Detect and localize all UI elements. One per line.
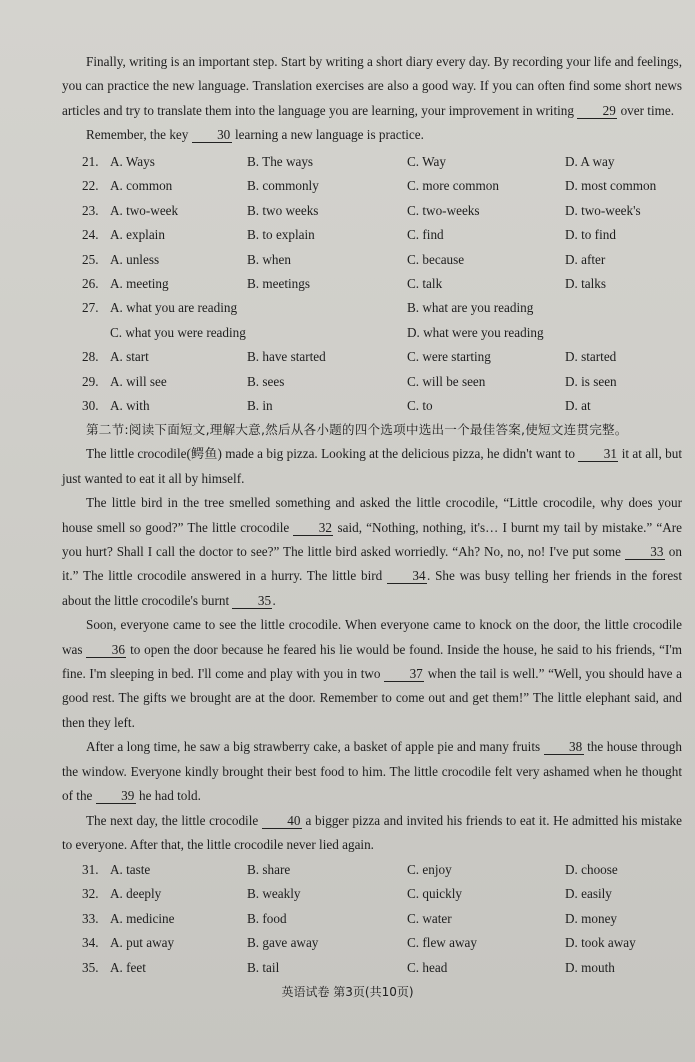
question-number: 34.	[82, 935, 99, 951]
option-c: C. flew away	[407, 935, 477, 951]
option-row	[62, 223, 682, 247]
option-b: B. commonly	[247, 178, 319, 194]
question-number: 23.	[82, 202, 99, 218]
option-c: C. talk	[407, 275, 443, 291]
paragraph-writing: Finally, writing is an important step. Start by writing a short diary every day. By recording your life and feelings, you can practice the new language. Translation exercises are also a good way. If you can often find some short news articles and try to translate them into the language you are learning, your improvement in writing 29 over time.	[62, 54, 682, 118]
option-a: A. start	[110, 349, 149, 365]
option-d: D. after	[565, 251, 606, 267]
question-number: 25.	[82, 251, 99, 267]
blank-34: 34	[387, 568, 427, 584]
option-c: C. water	[407, 910, 452, 926]
blank-29: 29	[577, 103, 617, 119]
option-a: A. two-week	[110, 202, 179, 218]
option-c: C. will be seen	[407, 373, 486, 389]
question-number: 21.	[82, 154, 99, 169]
option-d: D. talks	[565, 275, 607, 291]
option-d: D. two-week's	[565, 202, 641, 218]
story-paragraph-1: The little crocodile(鳄鱼) made a big pizza. Looking at the delicious pizza, he didn't want to 31 it at all, but just wanted to eat it all by himself.	[62, 446, 682, 486]
blank-35: 35	[232, 593, 272, 609]
question-number: 30.	[82, 397, 99, 413]
option-row	[62, 907, 682, 931]
blank-39: 39	[96, 788, 136, 804]
option-c: C. find	[407, 227, 444, 243]
option-c: C. head	[407, 959, 448, 975]
question-number: 33.	[82, 910, 99, 926]
option-c: C. to	[407, 397, 433, 413]
option-d: D. A way	[565, 154, 615, 169]
option-c: C. enjoy	[407, 862, 452, 877]
passage-1	[62, 50, 682, 148]
option-a: A. deeply	[110, 886, 162, 902]
option-a: A. explain	[110, 227, 165, 243]
question-number: 29.	[82, 373, 99, 389]
option-d: D. money	[565, 910, 618, 926]
blank-40: 40	[262, 813, 302, 829]
option-row	[62, 858, 682, 882]
option-b: B. two weeks	[247, 202, 319, 218]
option-a: A. medicine	[110, 910, 175, 926]
blank-37: 37	[384, 666, 424, 682]
option-row	[62, 345, 682, 369]
option-c: C. Way	[407, 154, 446, 169]
paragraph-remember: Remember, the key 30 learning a new language is practice.	[86, 127, 424, 143]
option-a: A. feet	[110, 959, 146, 975]
option-b: B. share	[247, 862, 291, 877]
option-b: B. when	[247, 251, 291, 267]
option-a: A. will see	[110, 373, 167, 389]
option-row	[62, 882, 682, 906]
option-a: A. put away	[110, 935, 175, 951]
option-row	[62, 394, 682, 418]
option-d: D. to find	[565, 227, 616, 243]
option-d: D. started	[565, 349, 617, 365]
option-a: A. taste	[110, 862, 151, 877]
option-row	[62, 150, 682, 174]
question-number: 35.	[82, 959, 99, 975]
option-b: B. tail	[247, 959, 280, 975]
option-b: B. weakly	[247, 886, 301, 902]
option-a: A. with	[110, 397, 150, 413]
question-number: 31.	[82, 862, 99, 877]
option-a: A. common	[110, 178, 173, 194]
option-c: C. quickly	[407, 886, 462, 902]
option-row	[62, 370, 682, 394]
option-d: D. choose	[565, 862, 618, 877]
section-2	[62, 418, 682, 857]
option-row	[62, 931, 682, 955]
option-d: D. is seen	[565, 373, 617, 389]
blank-38: 38	[544, 739, 584, 755]
option-row-27a: 27. A. what you are reading B. what are you reading	[82, 300, 534, 316]
option-b: B. sees	[247, 373, 285, 389]
blank-36: 36	[86, 642, 126, 658]
page-footer: 英语试卷 第3页(共10页)	[281, 985, 414, 999]
option-d: D. mouth	[565, 959, 615, 975]
option-d: D. at	[565, 397, 591, 413]
blank-32: 32	[293, 520, 333, 536]
story-paragraph-2: The little bird in the tree smelled something and asked the little crocodile, “Little crocodile, why does your house smell so good?” The little crocodile 32 said, “Nothing, nothing, it's… I burnt my tail by mistake.” “Are you hurt? Shall I call the doctor to see?” The little bird asked worriedly. “Ah? No, no, no! I've put some 33 on it.” The little crocodile answered in a hurry. The little bird 34. She was busy telling her friends in the forest about the little crocodile's burnt 35.	[62, 495, 682, 608]
option-row	[62, 248, 682, 272]
question-number: 32.	[82, 886, 99, 902]
option-row	[62, 174, 682, 198]
options-21-30	[62, 150, 682, 418]
option-c: C. because	[407, 251, 465, 267]
option-a: A. Ways	[110, 154, 155, 169]
option-row	[62, 272, 682, 296]
option-c: C. two-weeks	[407, 202, 480, 218]
option-a: A. meeting	[110, 275, 169, 291]
question-number: 24.	[82, 227, 99, 243]
option-b: B. to explain	[247, 227, 315, 243]
option-row-27b: C. what you were reading D. what were you reading	[110, 324, 544, 340]
option-b: B. food	[247, 910, 287, 926]
option-b: B. The ways	[247, 154, 314, 169]
option-b: B. gave away	[247, 935, 319, 951]
section-heading: 第二节:阅读下面短文,理解大意,然后从各小题的四个选项中选出一个最佳答案,使短文连贯完整。	[86, 422, 628, 437]
option-c: C. were starting	[407, 349, 491, 365]
option-a: A. unless	[110, 251, 160, 267]
option-row	[62, 956, 682, 980]
blank-31: 31	[578, 446, 618, 462]
blank-33: 33	[625, 544, 665, 560]
option-c: C. more common	[407, 178, 499, 194]
option-d: D. took away	[565, 935, 636, 951]
story-paragraph-5: The next day, the little crocodile 40 a bigger pizza and invited his friends to eat it. He admitted his mistake to everyone. After that, the little crocodile never lied again.	[62, 812, 682, 852]
question-number: 26.	[82, 275, 99, 291]
option-row	[62, 199, 682, 223]
question-number: 22.	[82, 178, 99, 194]
option-b: B. meetings	[247, 275, 311, 291]
blank-30: 30	[192, 127, 232, 143]
option-d: D. most common	[565, 178, 657, 194]
option-d: D. easily	[565, 886, 612, 902]
story-paragraph-4: After a long time, he saw a big strawberry cake, a basket of apple pie and many fruits 38 the house through the window. Everyone kindly brought their best food to him. The little crocodile felt very ashamed when he thought of the 39 he had told.	[62, 739, 682, 804]
question-number: 28.	[82, 349, 99, 365]
options-31-35	[62, 858, 682, 980]
option-b: B. in	[247, 397, 273, 413]
option-b: B. have started	[247, 349, 326, 365]
story-paragraph-3: Soon, everyone came to see the little crocodile. When everyone came to knock on the door, the little crocodile was 36 to open the door because he feared his lie would be found. Inside the house, he said to his friends, “I'm fine. I'm sleeping in bed. I'll come and play with you in two 37 when the tail is well.” “Well, you should have a good rest. The gifts we brought are at the door. Remember to come out and get them!” The little elephant said, and then they left.	[62, 617, 682, 730]
